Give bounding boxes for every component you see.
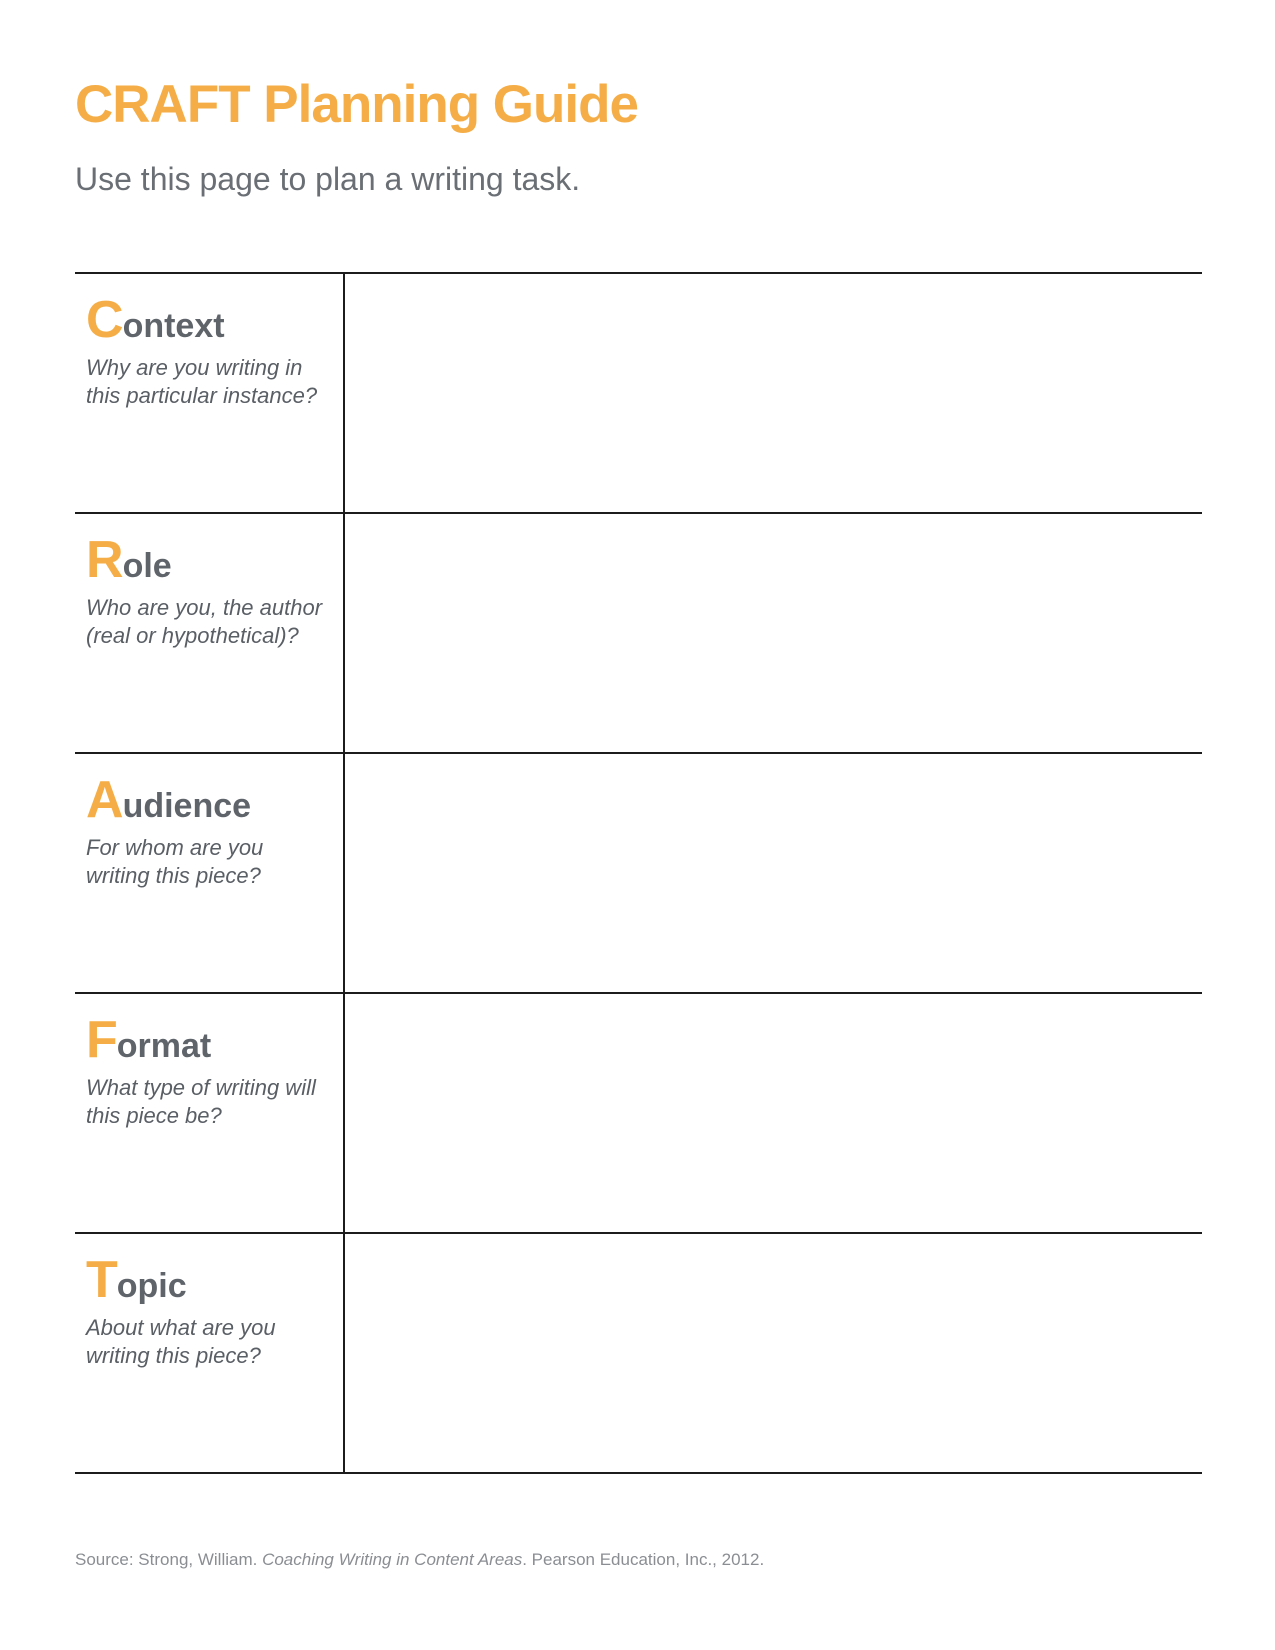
prompt-audience bbox=[86, 834, 333, 890]
row-format bbox=[75, 994, 1202, 1234]
term-audience bbox=[86, 771, 333, 829]
label-cell-format bbox=[75, 994, 345, 1232]
prompt-context bbox=[86, 354, 333, 410]
term-initial: A bbox=[86, 771, 123, 829]
label-cell-context bbox=[75, 274, 345, 512]
term-rest: udience bbox=[122, 787, 252, 825]
row-audience bbox=[75, 754, 1202, 994]
label-cell-role bbox=[75, 514, 345, 752]
prompt-line: Who are you, the author bbox=[86, 595, 323, 620]
craft-planning-table bbox=[75, 272, 1202, 1474]
term-initial: F bbox=[86, 1011, 117, 1069]
entry-area-context[interactable] bbox=[345, 274, 1202, 512]
term-rest: opic bbox=[116, 1267, 187, 1305]
prompt-role bbox=[86, 594, 333, 650]
prompt-format bbox=[86, 1074, 333, 1130]
term-initial: T bbox=[86, 1251, 117, 1309]
prompt-line: Why are you writing in bbox=[86, 355, 303, 380]
term-format bbox=[86, 1011, 333, 1069]
prompt-line: this piece be? bbox=[86, 1103, 222, 1128]
term-rest: ormat bbox=[116, 1027, 212, 1065]
row-topic bbox=[75, 1234, 1202, 1474]
entry-area-topic[interactable] bbox=[345, 1234, 1202, 1472]
source-suffix: . Pearson Education, Inc., 2012. bbox=[522, 1550, 765, 1569]
source-prefix: Source: Strong, William. bbox=[75, 1550, 263, 1569]
term-role bbox=[86, 531, 333, 589]
prompt-line: About what are you bbox=[86, 1315, 276, 1340]
prompt-line: For whom are you bbox=[86, 835, 264, 860]
page-title: CRAFT Planning Guide bbox=[75, 75, 638, 134]
prompt-line: this particular instance? bbox=[86, 383, 318, 408]
entry-area-role[interactable] bbox=[345, 514, 1202, 752]
prompt-topic bbox=[86, 1314, 333, 1370]
entry-area-audience[interactable] bbox=[345, 754, 1202, 992]
term-rest: ontext bbox=[122, 307, 225, 345]
prompt-line: What type of writing will bbox=[86, 1075, 316, 1100]
term-topic bbox=[86, 1251, 333, 1309]
entry-area-format[interactable] bbox=[345, 994, 1202, 1232]
label-cell-topic bbox=[75, 1234, 345, 1472]
prompt-line: writing this piece? bbox=[86, 863, 261, 888]
page-subtitle: Use this page to plan a writing task. bbox=[75, 161, 581, 197]
row-role bbox=[75, 514, 1202, 754]
prompt-line: writing this piece? bbox=[86, 1343, 261, 1368]
term-initial: C bbox=[86, 291, 123, 349]
source-book-title: Coaching Writing in Content Areas bbox=[262, 1550, 523, 1569]
prompt-line: (real or hypothetical)? bbox=[86, 623, 299, 648]
term-initial: R bbox=[86, 531, 123, 589]
term-context bbox=[86, 291, 333, 349]
label-cell-audience bbox=[75, 754, 345, 992]
term-rest: ole bbox=[122, 547, 172, 585]
source-citation bbox=[75, 1550, 764, 1570]
row-context bbox=[75, 274, 1202, 514]
